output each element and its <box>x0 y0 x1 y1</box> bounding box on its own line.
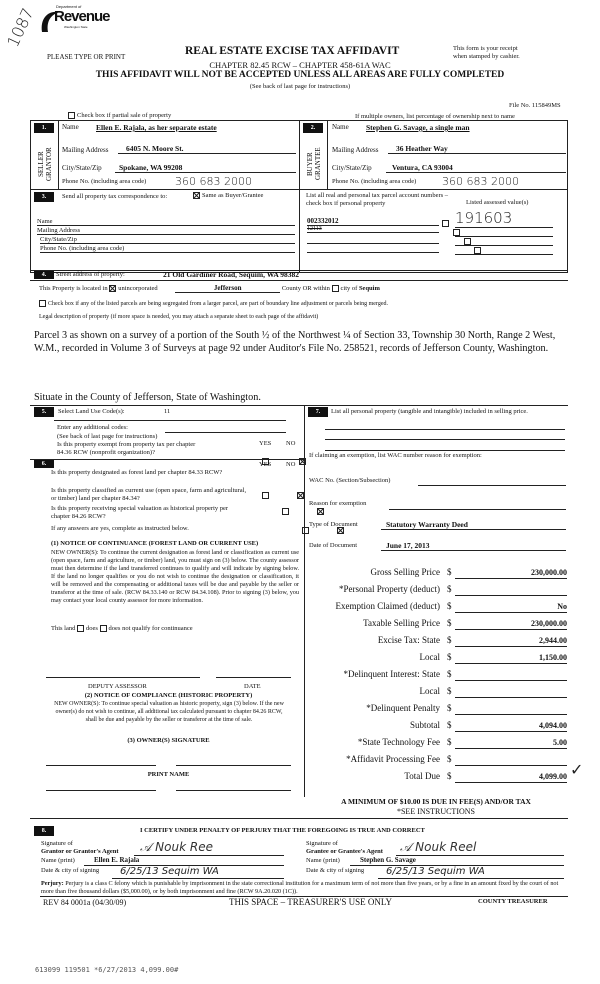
certification-statement: I CERTIFY UNDER PENALTY OF PERJURY THAT THE FOREGOING IS TRUE AND CORRECT <box>140 827 425 834</box>
receipt-note: This form is your receipt <box>453 45 518 52</box>
receipt-note: when stamped by cashier. <box>453 53 520 60</box>
section-number: 2. <box>303 123 323 133</box>
personal-property-line[interactable] <box>325 439 565 440</box>
current-use-question: Is this property classified as current use (open space, farm and agricultural, or timber) land per chapter 84.34? <box>51 487 247 502</box>
current-use-yes-checkbox[interactable] <box>282 508 289 515</box>
assessed-values-label: Listed assessed value(s) <box>466 199 529 206</box>
exemption-reason-field[interactable] <box>389 509 566 510</box>
parcels-label: List all real and personal tax parcel account numbers – check box if personal property <box>306 192 449 207</box>
fee-label: Exemption Claimed (deduct) <box>335 601 440 611</box>
assessed-value-field[interactable] <box>455 254 553 255</box>
assessed-value-field[interactable] <box>455 236 553 237</box>
treasurer-use-label: THIS SPACE – TREASURER'S USE ONLY <box>229 897 393 907</box>
warning-banner: THIS AFFIDAVIT WILL NOT BE ACCEPTED UNLESS ALL AREAS ARE FULLY COMPLETED <box>95 70 505 80</box>
dollar-sign: $ <box>447 635 452 645</box>
field-label: Type of Document <box>309 521 358 528</box>
partial-sale-checkbox[interactable]: Check box if partial sale of property <box>68 112 171 119</box>
checkbox[interactable] <box>39 300 46 307</box>
grantor-name-field[interactable]: Ellen E. Rajala <box>84 856 284 866</box>
seller-mailing-address-field[interactable]: 6405 N. Moore St. <box>118 144 296 154</box>
chapter-reference: CHAPTER 82.45 RCW – CHAPTER 458-61A WAC <box>209 60 391 70</box>
cashier-stamp: 613099 119501 *6/27/2013 4,099.00# <box>35 966 179 974</box>
field-label: City/State/Zip <box>62 164 102 172</box>
seller-name-field[interactable]: Ellen E. Rajala, as her separate estate <box>96 123 217 132</box>
section-number: 4. <box>34 271 54 279</box>
personal-property-line[interactable] <box>325 429 565 430</box>
fee-amount-field[interactable]: 4,094.00 <box>455 721 567 732</box>
deputy-assessor-label: DEPUTY ASSESSOR <box>88 683 147 690</box>
grantor-signature[interactable]: 𝒜 Nouk Ree <box>140 840 213 854</box>
field-label: Name (print) <box>306 857 340 864</box>
field-label: Grantor or Grantor's Agent <box>41 848 119 855</box>
instructions-note: (See back of last page for instructions) <box>249 83 351 90</box>
dollar-sign: $ <box>447 567 452 577</box>
fee-label: Taxable Selling Price <box>363 618 440 628</box>
does-not-qualify-checkbox[interactable] <box>100 625 107 632</box>
city-field[interactable]: Sequim <box>358 285 380 292</box>
dollar-sign: $ <box>447 652 452 662</box>
section-number: 6. <box>34 460 54 468</box>
field-label: (See back of last page for instructions) <box>57 433 158 440</box>
divider <box>299 120 300 273</box>
grantee-signature[interactable]: 𝒜 Nouk Reel <box>400 840 477 854</box>
exempt-question: Is this property exempt from property tax per chapter 84.36 RCW (nonprofit organization)? <box>57 441 196 456</box>
fee-amount-field[interactable]: 230,000.00 <box>455 568 567 579</box>
field-label: Name <box>332 123 349 131</box>
seller-city-field[interactable]: Spokane, WA 99208 <box>115 163 296 173</box>
forest-land-question: Is this property designated as forest land per chapter 84.33 RCW? <box>51 469 223 476</box>
field-label: Street address of property: <box>56 271 125 278</box>
city-checkbox[interactable] <box>332 285 339 292</box>
assessed-value-field[interactable] <box>455 245 553 246</box>
fee-amount-field[interactable] <box>455 585 567 596</box>
fee-label: Local <box>419 686 440 696</box>
current-use-no-checkbox[interactable] <box>317 508 324 515</box>
field-label: Signature of <box>41 840 73 847</box>
does-qualify-checkbox[interactable] <box>77 625 84 632</box>
situate-statement: Situate in the County of Jefferson, State of Washington. <box>34 392 261 403</box>
document-type-field[interactable]: Statutory Warranty Deed <box>381 520 566 530</box>
personal-property-label: List all personal property (tangible and intangible) included in selling price. <box>331 408 528 415</box>
notice-continuance-title: (1) NOTICE OF CONTINUANCE (FOREST LAND OR CURRENT USE) <box>51 540 259 547</box>
location-line: This Property is located in unincorporated Jefferson County OR within city of Sequim <box>39 284 380 292</box>
parcel-number-field[interactable] <box>307 244 439 253</box>
divider <box>58 120 59 189</box>
dollar-sign: $ <box>447 771 452 781</box>
section-number: 8. <box>34 826 54 836</box>
checkbox[interactable] <box>68 112 75 119</box>
segregated-parcel-checkbox[interactable]: Check box if any of the listed parcels are being segregated from a larger parcel, are part of boundary line adjustment or parcels being merged. <box>39 300 388 307</box>
multiple-owners-note: If multiple owners, list percentage of ownership next to name <box>355 113 515 120</box>
fee-label: *Personal Property (deduct) <box>339 584 440 594</box>
dollar-sign: $ <box>447 584 452 594</box>
fee-label: *Delinquent Penalty <box>366 703 440 713</box>
continuance-qualify: This land does does not qualify for continuance <box>51 625 193 632</box>
property-street-address-field[interactable]: 21 Old Gardiner Road, Sequim, WA 98382 <box>163 270 299 279</box>
dollar-sign: $ <box>447 720 452 730</box>
seller-grantor-label: SELLER GRANTOR <box>37 147 53 181</box>
field-label: City/State/Zip <box>332 164 372 172</box>
personal-property-checkbox[interactable] <box>474 247 481 254</box>
parcel-number-field[interactable] <box>307 235 439 244</box>
fee-label: *State Technology Fee <box>357 737 440 747</box>
wac-number-field[interactable] <box>418 485 566 486</box>
field-label: Mailing Address <box>62 146 109 154</box>
parcel-number-field[interactable]: 12113 <box>307 226 439 233</box>
historical-question: Is this property receiving special valuation as historical property per chapter 84.26 RCW? <box>51 505 229 520</box>
dollar-sign: $ <box>447 754 452 764</box>
dollar-sign: $ <box>447 601 452 611</box>
correspondence-city-field[interactable]: City/State/Zip <box>40 236 295 244</box>
divider <box>30 280 568 281</box>
form-title: REAL ESTATE EXCISE TAX AFFIDAVIT <box>185 45 400 57</box>
checkmark-icon: ✓ <box>570 760 584 779</box>
personal-property-line[interactable] <box>325 450 565 451</box>
forest-no-checkbox[interactable] <box>297 492 304 499</box>
handwritten-file-number: 1087 <box>3 5 38 50</box>
assessed-value-field[interactable]: 191603 <box>455 209 553 228</box>
fee-label: Excise Tax: State <box>377 635 440 645</box>
parcel-number-field[interactable]: 002332012 <box>307 217 439 226</box>
yes-header: YES <box>259 461 272 468</box>
legal-description-label: Legal description of property (if more space is needed, you may attach a separate sheet to each page of the affidavit) <box>39 314 319 320</box>
instruction-text: If any answers are yes, complete as instructed below. <box>51 525 189 532</box>
divider <box>30 405 568 406</box>
file-number: File No. 115849MS <box>509 102 561 109</box>
personal-property-checkbox[interactable] <box>453 229 460 236</box>
section-number: 7. <box>308 407 328 417</box>
buyer-name-field[interactable]: Stephen G. Savage, a single man <box>366 123 470 132</box>
grantee-date-city-field[interactable]: 6/25/13 Sequim WA <box>378 866 564 879</box>
field-label: Signature of <box>306 840 338 847</box>
field-label: Select Land Use Code(s): <box>58 408 125 415</box>
fee-amount-field[interactable]: No <box>455 602 567 613</box>
notice-compliance-text: NEW OWNER(S): To continue special valuation as historic property, sign (3) below. If the new owner(s) do not wish to continue, all additional tax calculated pursuant to chapter 84.26 RCW, shall be due and payable by the seller or transferor at the time of sale. <box>54 701 284 723</box>
print-name-line[interactable] <box>176 790 291 791</box>
divider <box>30 189 568 190</box>
yes-header: YES <box>259 440 272 447</box>
divider <box>30 818 568 819</box>
fee-amount-field[interactable]: 2,944.00 <box>455 636 567 647</box>
correspondence-phone-field[interactable]: Phone No. (including area code) <box>40 245 295 253</box>
field-label: Date & city of signing <box>41 867 100 874</box>
field-label: Name (print) <box>41 857 75 864</box>
fee-label: Gross Selling Price <box>370 567 440 577</box>
field-label: Date & city of signing <box>306 867 365 874</box>
field-label: Mailing Address <box>332 146 379 154</box>
fee-amount-field[interactable] <box>455 755 567 766</box>
county-field[interactable]: Jefferson <box>175 284 280 293</box>
fee-amount-field[interactable]: 230,000.00 <box>455 619 567 630</box>
additional-codes-field[interactable] <box>165 432 286 433</box>
print-name-line[interactable] <box>46 790 156 791</box>
unincorporated-checkbox[interactable] <box>109 285 116 292</box>
field-label: Name <box>62 123 79 131</box>
fee-amount-field[interactable]: 1,150.00 <box>455 653 567 664</box>
minimum-due-note: A MINIMUM OF $10.00 IS DUE IN FEE(S) AND/OR TAX <box>341 797 531 806</box>
field-label: Send all property tax correspondence to: <box>62 193 168 200</box>
no-header: NO <box>286 461 296 468</box>
forest-yes-checkbox[interactable] <box>262 492 269 499</box>
please-type-note: PLEASE TYPE OR PRINT <box>47 53 126 61</box>
legal-description: Parcel 3 as shown on a survey of a portion of the South ½ of the Northwest ¼ of Section 33, Township 30 North, Range 2 West, W.M., recorded in Volume 3 of Surveys at page 92 under Auditor's File No. 258521, records of Jefferson County, Washington. <box>34 330 556 354</box>
print-name-label: PRINT NAME <box>147 771 190 778</box>
date-label: DATE <box>244 683 261 690</box>
correspondence-address-field[interactable]: Mailing Address <box>37 227 295 235</box>
personal-property-checkbox[interactable] <box>464 238 471 245</box>
dollar-sign: $ <box>447 669 452 679</box>
see-instructions-note: *SEE INSTRUCTIONS <box>396 807 475 816</box>
land-use-code-line <box>54 420 286 421</box>
divider <box>30 459 304 460</box>
seller-phone-field[interactable]: 360 683 2000 <box>175 175 252 188</box>
buyer-mailing-address-field[interactable]: 36 Heather Way <box>388 144 566 154</box>
field-label: Phone No. (including area code) <box>332 178 417 185</box>
historical-yes-checkbox[interactable] <box>302 527 309 534</box>
fee-label: Total Due <box>404 771 440 781</box>
notice-continuance-text: NEW OWNER(S): To continue the current designation as forest land or classification as current use (open space, farm and agriculture, or timber) land, you must sign on (3) below. The county assessor must then determine if the land transferred continues to qualify and will indicate by signing below. If the land no longer qualifies or you do not wish to continue the designation or classification, it will be removed and the compensating or additional taxes will be due and payable by the seller or transferor at the time of sale. (RCW 84.33.140 or RCW 84.34.108). Prior to signing (3) below, you may contact your local county assessor for more information. <box>51 549 299 604</box>
dollar-sign: $ <box>447 686 452 696</box>
county-treasurer-label: COUNTY TREASURER <box>478 898 548 905</box>
divider <box>327 120 328 189</box>
section-number: 5. <box>34 407 54 417</box>
field-label: WAC No. (Section/Subsection) <box>309 477 391 484</box>
no-header: NO <box>286 440 296 447</box>
fee-amount-field[interactable] <box>455 687 567 698</box>
buyer-grantee-label: BUYER GRANTEE <box>306 147 322 181</box>
form-revision: REV 84 0001a (04/30/09) <box>43 898 127 907</box>
fee-amount-field[interactable] <box>455 704 567 715</box>
deputy-assessor-signature-line[interactable] <box>46 677 200 678</box>
fee-amount-field[interactable] <box>455 670 567 681</box>
owner-signature-label: (3) OWNER(S) SIGNATURE <box>127 737 210 744</box>
grantor-date-city-field[interactable]: 6/25/13 Sequim WA <box>112 866 284 879</box>
owner-signature-line[interactable] <box>176 765 291 766</box>
dollar-sign: $ <box>447 703 452 713</box>
notice-compliance-title: (2) NOTICE OF COMPLIANCE (HISTORIC PROPERTY) <box>84 692 253 699</box>
checkbox-checked[interactable] <box>193 192 200 199</box>
dollar-sign: $ <box>447 618 452 628</box>
document-date-field[interactable]: June 17, 2013 <box>381 541 566 551</box>
buyer-phone-field[interactable]: 360 683 2000 <box>442 175 519 188</box>
section-number: 1. <box>34 123 54 133</box>
grantee-name-field[interactable]: Stephen G. Savage <box>350 856 564 866</box>
fee-label: *Affidavit Processing Fee <box>346 754 440 764</box>
field-label: Phone No. (including area code) <box>62 178 147 185</box>
dollar-sign: $ <box>447 737 452 747</box>
field-label: Date of Document <box>309 542 358 549</box>
field-label: Enter any additional codes: <box>57 424 128 431</box>
exemption-label: If claiming an exemption, list WAC number reason for exemption: <box>309 452 482 459</box>
land-use-code-field[interactable]: 11 <box>164 408 171 415</box>
perjury-notice: Perjury: Perjury is a class C felony which is punishable by imprisonment in the state correctional institution for a maximum term of not more than five years, or by a fine in an amount fixed by the court of not more than five thousand dollars ($5,000.00), or by both imprisonment and fine (RCW 9A.20.020 (1C)). <box>41 880 559 895</box>
owner-signature-line[interactable] <box>46 765 156 766</box>
section-number: 3. <box>34 192 54 202</box>
buyer-city-field[interactable]: Ventura, CA 93004 <box>386 163 566 173</box>
fee-amount-field[interactable]: 5.00 <box>455 738 567 749</box>
fee-label: Local <box>419 652 440 662</box>
correspondence-name-field[interactable]: Name <box>37 218 295 226</box>
fee-label: Subtotal <box>409 720 440 730</box>
field-label: Reason for exemption <box>309 500 367 507</box>
same-as-buyer-checkbox[interactable]: Same as Buyer/Grantee <box>193 192 263 199</box>
fee-label: *Delinquent Interest: State <box>343 669 440 679</box>
personal-property-checkbox[interactable] <box>442 220 449 227</box>
fee-amount-field[interactable]: 4,099.00 <box>455 772 567 783</box>
field-label: Grantee or Grantee's Agent <box>306 848 383 855</box>
assessor-date-line[interactable] <box>216 677 291 678</box>
